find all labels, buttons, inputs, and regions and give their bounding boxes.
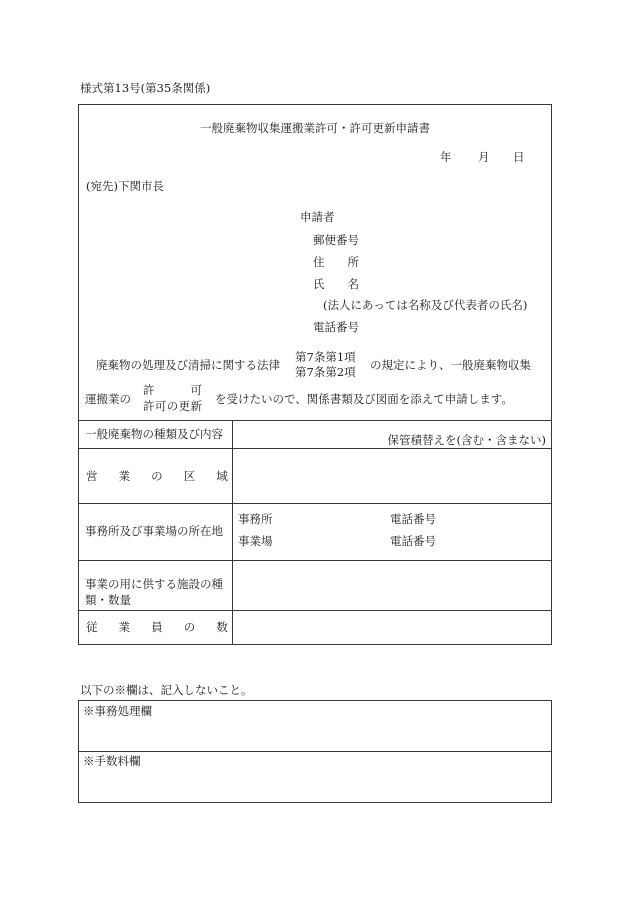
business-area-label: 営 業 の 区 域 <box>86 469 227 483</box>
applicant-postal-code-label: 郵便番号 <box>313 233 359 247</box>
storage-transfer-note: 保管積替えを(含む・含まない) <box>387 433 546 447</box>
office-use-instruction: 以下の※欄は、記入しないこと。 <box>80 683 253 697</box>
date-month: 月 <box>478 150 490 164</box>
table-row-divider <box>78 448 552 449</box>
facility-label-line1: 事業の用に供する施設の種 <box>85 577 223 591</box>
site-label: 事業場 <box>238 534 273 548</box>
addressee: (宛先)下関市長 <box>86 179 164 193</box>
form-number: 様式第13号(第35条関係) <box>80 81 211 95</box>
statement-line2-prefix: 運搬業の <box>85 392 131 406</box>
office-use-divider <box>78 751 552 752</box>
fee-field-label: ※手数料欄 <box>83 754 141 768</box>
processing-field-label: ※事務処理欄 <box>83 704 152 718</box>
table-row-divider <box>78 503 552 504</box>
statement-line1-suffix: の規定により、一般廃棄物収集 <box>370 358 531 372</box>
waste-type-label: 一般廃棄物の種類及び内容 <box>85 427 223 441</box>
employee-count-label: 従 業 員 の 数 <box>86 620 227 634</box>
permit-option-renewal: 許可の更新 <box>143 399 202 413</box>
applicant-heading: 申請者 <box>300 210 335 224</box>
table-row-divider <box>78 560 552 561</box>
date-year: 年 <box>440 150 452 164</box>
statement-line2-suffix: を受けたいので、関係書類及び図面を添えて申請します。 <box>215 392 513 406</box>
applicant-corporation-note: (法人にあっては名称及び代表者の氏名) <box>323 298 528 312</box>
office-label: 事務所 <box>238 512 273 526</box>
table-column-divider <box>232 420 233 644</box>
article-option-2: 第7条第2項 <box>295 365 356 379</box>
permit-option-new: 許 可 <box>143 383 202 397</box>
table-top-rule <box>78 420 552 421</box>
applicant-address-label: 住 所 <box>313 255 359 269</box>
applicant-phone-label: 電話番号 <box>313 320 359 334</box>
applicant-name-label: 氏 名 <box>313 277 359 291</box>
form-title: 一般廃棄物収集運搬業許可・許可更新申請書 <box>200 121 430 135</box>
article-option-1: 第7条第1項 <box>295 350 356 364</box>
office-location-label: 事務所及び事業場の所在地 <box>85 524 223 538</box>
facility-label-line2: 類・数量 <box>85 593 131 607</box>
office-phone-label: 電話番号 <box>390 512 436 526</box>
table-row-divider <box>78 610 552 611</box>
date-day: 日 <box>513 150 525 164</box>
site-phone-label: 電話番号 <box>390 534 436 548</box>
statement-line1-prefix: 廃棄物の処理及び清掃に関する法律 <box>96 358 280 372</box>
